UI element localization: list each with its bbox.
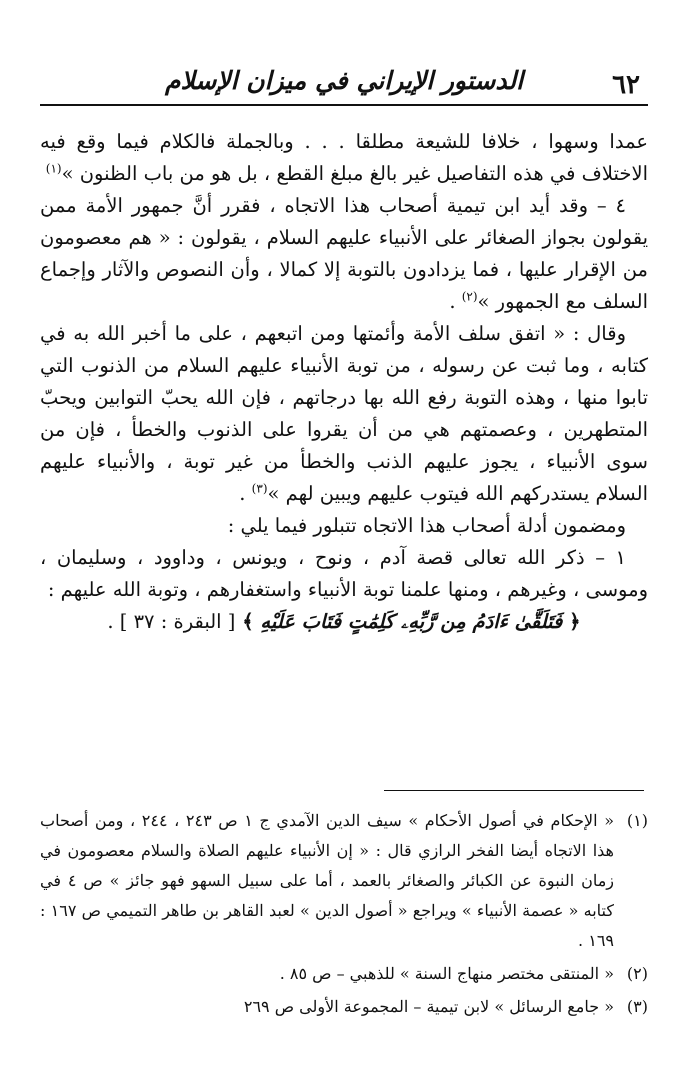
page-number: ٦٢	[612, 70, 640, 100]
footnote-text: « الإحكام في أصول الأحكام » سيف الدين الآمدي ج ١ ص ٢٤٣ ، ٢٤٤ ، ومن أصحاب هذا الاتجاه أيضا الفخر الرازي قال : « إن الأنبياء عليهم الصلاة والسلام معصومون في زمان النبوة عن الكبائر والصغائر بالعمد ، أما على سبيل السهو فهو جائز » ص ٤ في كتابه « عصمة الأنبياء » ويراجع « أصول الدين » لعبد القاهر بن طاهر التميمي ص ١٦٧ : ١٦٩ .	[40, 811, 615, 950]
footnote-rule	[384, 790, 644, 791]
footnote-marker-1: (١)	[45, 161, 62, 176]
quran-open-bracket: ﴿	[569, 610, 581, 633]
paragraph-2: ٤ – وقد أيد ابن تيمية أصحاب هذا الاتجاه ، فقرر أنَّ جمهور الأمة ممن يقولون بجواز الصغائر على الأنبياء عليهم السلام ، يقولون : « هم معصومون من الإقرار عليها ، فما يزدادون بالتوبة إلا كمالا ، وأن النصوص والآثار وإجماع السلف مع الجمهور »$^{(٢)}$ .	[40, 194, 648, 313]
quran-close-bracket: ﴾	[242, 610, 254, 633]
footnote-number: (٢)	[626, 964, 648, 983]
paragraph-5: ١ – ذكر الله تعالى قصة آدم ، ونوح ، ويونس ، وداوود ، وسليمان ، وموسى ، وغيرهم ، ومنها علمنا توبة الأنبياء واستغفارهم ، وتوبة الله عليهم :	[40, 546, 648, 601]
footnote-marker-3: (٣)	[251, 481, 268, 496]
paragraph-1: عمدا وسهوا ، خلافا للشيعة مطلقا . . . وبالجملة فالكلام فيما وقع فيه الاختلاف في هذه التفاصيل غير بالغ مبلغ القطع ، بل هو من باب الظنون »$^{(١)}$	[40, 130, 648, 185]
footnote-text: « جامع الرسائل » لابن تيمية – المجموعة الأولى ص ٢٦٩	[243, 997, 614, 1016]
main-text	[40, 126, 648, 638]
footnote-number: (٣)	[626, 997, 648, 1016]
header-rule	[40, 104, 648, 106]
footnote-1	[40, 806, 648, 956]
paragraph-4: ومضمون أدلة أصحاب هذا الاتجاه تتبلور فيما يلي :	[227, 514, 626, 537]
footnote-number: (١)	[626, 811, 648, 830]
footnotes	[40, 806, 648, 1025]
footnote-3	[40, 992, 648, 1022]
running-title: الدستور الإيراني في ميزان الإسلام	[164, 66, 524, 95]
quran-text: فَتَلَقَّىٰ ءَادَمُ مِن رَّبِّهِۦ كَلِمَٰتٍ فَتَابَ عَلَيْهِ	[260, 610, 563, 633]
page-header	[40, 62, 648, 106]
footnote-marker-2: (٢)	[461, 289, 478, 304]
quran-verse	[40, 606, 648, 638]
quran-reference: [ البقرة : ٣٧ ] .	[107, 610, 236, 633]
paragraph-3: وقال : « اتفق سلف الأمة وأئمتها ومن اتبعهم ، على ما أخبر الله به في كتابه ، وما ثبت عن رسوله ، من توبة الأنبياء عليهم السلام من الذنوب التي تابوا منها ، وهذه التوبة رفع الله بها درجاتهم ، فإن الله يحبّ التوابين ويحبّ المتطهرين ، وعصمتهم هي من أن يقروا على الذنوب والخطأ ، فإن من سوى الأنبياء ، يجوز عليهم الذنب والخطأ من غير توبة ، والأنبياء عليهم السلام يستدركهم الله فيتوب عليهم ويبين لهم »$^{(٣)}$ .	[40, 322, 648, 505]
footnote-text: « المنتقى مختصر منهاج السنة » للذهبي – ص ٨٥ .	[279, 964, 614, 983]
footnote-2	[40, 959, 648, 989]
